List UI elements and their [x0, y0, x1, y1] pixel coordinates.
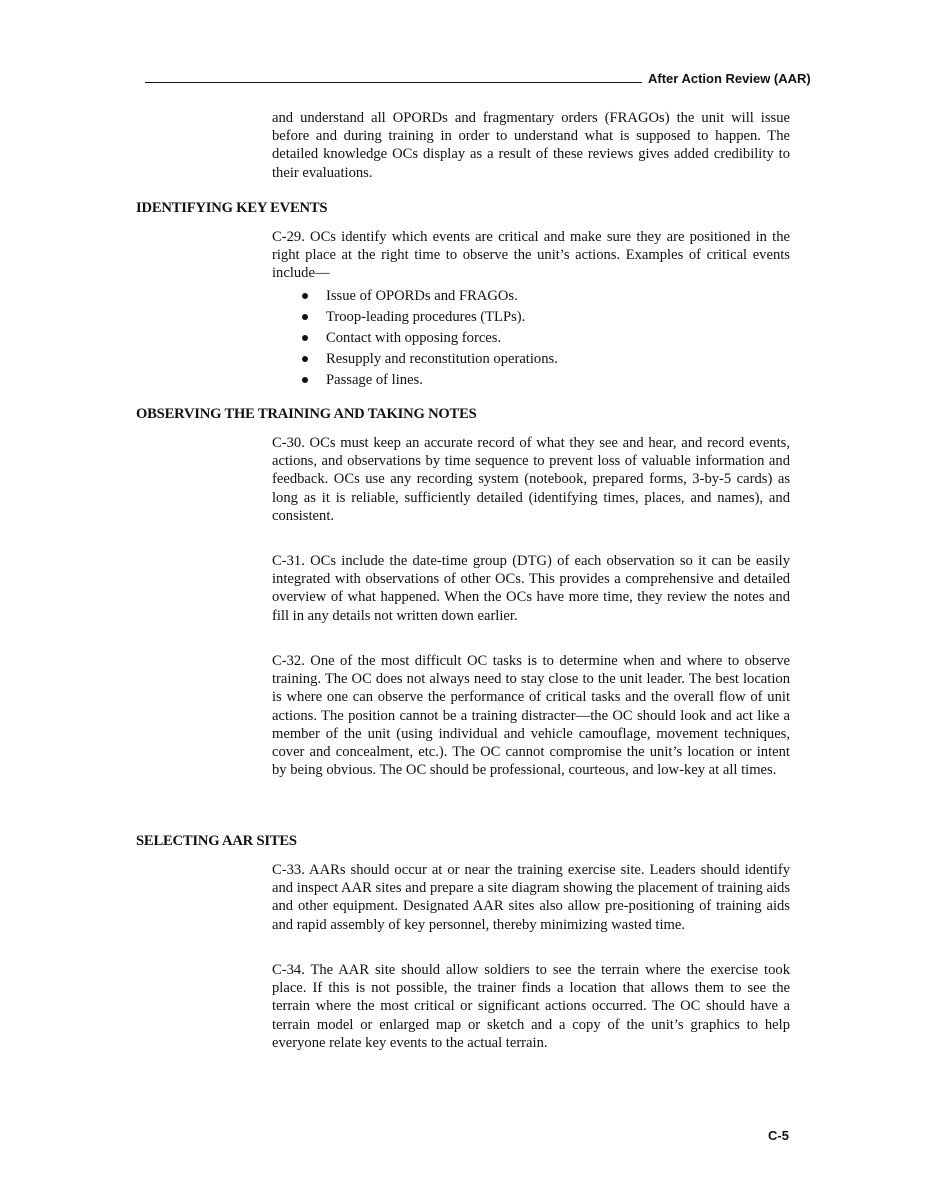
- list-item-text: Troop-leading procedures (TLPs).: [326, 309, 526, 325]
- bullet-icon: [302, 335, 308, 341]
- page-number: C-5: [768, 1128, 789, 1143]
- bullet-icon: [302, 293, 308, 299]
- list-item: [300, 349, 558, 370]
- list-item: [300, 286, 558, 307]
- critical-events-list: [300, 286, 558, 391]
- list-item: [300, 370, 558, 391]
- paragraph-c-32: C-32. One of the most difficult OC tasks is to determine when and where to observe training. The OC does not always need to stay close to the unit leader. The best location is where one can observe the performance of critical tasks and the overall flow of unit actions. The position cannot be a training distracter—the OC should look and act like a member of the unit (using individual and vehicle camouflage, movement techniques, cover and concealment, etc.). The OC cannot compromise the unit’s location or intent by being obvious. The OC should be professional, courteous, and low-key at all times.: [272, 653, 790, 779]
- list-item-text: Issue of OPORDs and FRAGOs.: [326, 288, 518, 304]
- intro-paragraph: and understand all OPORDs and fragmentary orders (FRAGOs) the unit will issue before and during training in order to understand what is supposed to happen. The detailed knowledge OCs display as a result of these reviews gives added credibility to their evaluations.: [272, 110, 790, 181]
- list-item: [300, 307, 558, 328]
- paragraph-c-31: C-31. OCs include the date-time group (DTG) of each observation so it can be easily integrated with observations of other OCs. This provides a comprehensive and detailed overview of what happened. When the OCs have more time, they review the notes and fill in any details not written down earlier.: [272, 553, 790, 624]
- bullet-icon: [302, 314, 308, 320]
- paragraph-c-34: C-34. The AAR site should allow soldiers to see the terrain where the exercise took place. If this is not possible, the trainer finds a location that allows them to see the terrain where the most critical or significant actions occurred. The OC should have a terrain model or enlarged map or sketch and a copy of the unit’s graphics to help everyone relate key events to the actual terrain.: [272, 962, 790, 1051]
- bullet-icon: [302, 356, 308, 362]
- paragraph-c-29: C-29. OCs identify which events are critical and make sure they are positioned in the right place at the right time to observe the unit’s actions. Examples of critical events include—: [272, 229, 790, 282]
- list-item: [300, 328, 558, 349]
- list-item-text: Contact with opposing forces.: [326, 330, 502, 346]
- paragraph-c-30: C-30. OCs must keep an accurate record of what they see and hear, and record events, actions, and observations by time sequence to prevent loss of valuable information and feedback. OCs use any recording system (notebook, prepared forms, 3-by-5 cards) as long as it is reliable, sufficiently detailed (identifying times, places, and names), and consistent.: [272, 435, 790, 524]
- list-item-text: Resupply and reconstitution operations.: [326, 351, 558, 367]
- paragraph-c-33: C-33. AARs should occur at or near the training exercise site. Leaders should identify and inspect AAR sites and prepare a site diagram showing the placement of training aids and other equipment. Designated AAR sites also allow pre-positioning of training aids and rapid assembly of key personnel, thereby minimizing wasted time.: [272, 862, 790, 933]
- running-head: After Action Review (AAR): [648, 71, 811, 86]
- heading-observing-training: OBSERVING THE TRAINING AND TAKING NOTES: [136, 406, 477, 422]
- list-item-text: Passage of lines.: [326, 372, 423, 388]
- heading-selecting-aar-sites: SELECTING AAR SITES: [136, 833, 297, 849]
- bullet-icon: [302, 377, 308, 383]
- heading-identifying-key-events: IDENTIFYING KEY EVENTS: [136, 200, 328, 216]
- header-rule: [145, 82, 642, 83]
